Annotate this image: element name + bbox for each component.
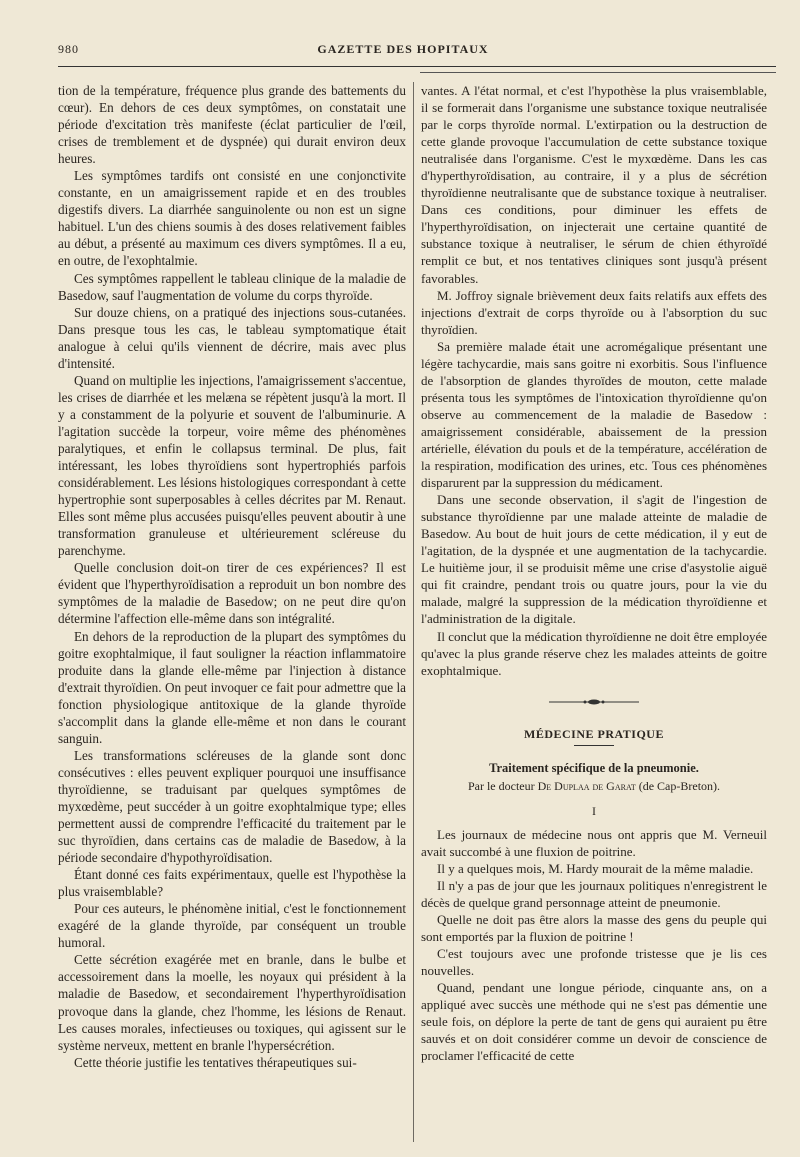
paragraph: Sa première malade était une acromégalique présentant une légère tachycardie, mais sans goitre ni exorbitis. Sous l'influence de l'absorption de glandes thyroïdes de mouton, cette malade présenta tous les symptômes de l'intoxication thyroïdienne qu'on observe au commencement de la maladie de Basedow : amaigrissement considérable, abaissement de la pression artérielle, élévation du pouls et de la température, accélération de la respiration, modification des urines, etc. Tous ces phénomènes disparurent par la suppression du médicament. (421, 338, 767, 491)
byline-suffix: (de Cap-Breton). (638, 778, 721, 793)
header-rule (58, 66, 776, 67)
paragraph: Dans une seconde observation, il s'agit de l'ingestion de substance thyroïdienne par une malade atteinte de maladie de Basedow. Au bout de huit jours de cette médication, il y eut de l'agitation, de la dyspnée et une augmentation de la tachycardie. Le huitième jour, il se produisit même une crise d'asystolie aiguë qui fit craindre, pendant trois ou quatre jours, pour la vie du malade, malgré la suppression de la médication thyroïdienne et l'administration de la digitale. (421, 492, 767, 627)
paragraph: Quand, pendant une longue période, cinquante ans, on a appliqué avec succès une méthode qui ne s'est pas démentie une seule fois, on déplore la perte de tant de gens qui auraient pu être sauvés et on doit considérer comme un devoir de conscience de proclamer l'efficacité de cette (421, 980, 767, 1064)
paragraph: C'est toujours avec une profonde tristesse que je lis ces nouvelles. (421, 946, 767, 979)
paragraph: Les symptômes tardifs ont consisté en une conjonctivite constante, en un amaigrissement rapide et en des troubles digestifs divers. La diarrhée sanguinolente ou non est un signe habituel. L'un des chiens soumis à des doses relativement faibles au début, a présenté au maximum ces divers symptômes. Il a eu, en outre, de l'exophtalmie. (58, 168, 406, 269)
paragraph: Cette théorie justifie les tentatives thérapeutiques sui- (74, 1054, 357, 1070)
right-column (421, 82, 767, 1142)
byline-author: De Duplaa de Garat (537, 778, 636, 793)
ornament-divider (421, 695, 767, 712)
paragraph: Les journaux de médecine nous ont appris que M. Verneuil avait succombé à une fluxion de poitrine. (421, 826, 767, 859)
page-header (58, 42, 748, 62)
article-title: Traitement spécifique de la pneumonie. (489, 760, 699, 775)
paragraph: Quand on multiplie les injections, l'amaigrissement s'accentue, les crises de diarrhée et les melæna se répètent jusqu'à la mort. Il y a constamment de la polyurie et souvent de l'albuminurie. A l'agitation succède la torpeur, voire même des phénomènes paralytiques, et enfin le collapsus terminal. De plus, fait intéressant, les lobes thyroïdiens sont hypertrophiés parfois considérablement. Les lésions histologiques correspondant à cette hypertrophie sont superposables à celles décrites par M. Renaut. Elles sont même plus accusées puisqu'elles peuvent aboutir à une transformation granuleuse et ultérieurement scléreuse du parenchyme. (58, 372, 406, 559)
left-column (58, 82, 406, 1142)
paragraph: Il conclut que la médication thyroïdienne ne doit être employée qu'avec la plus grande réserve chez les malades atteints de goitre exophtalmique. (421, 628, 767, 678)
column-divider (413, 82, 414, 1142)
paragraph: Quelle conclusion doit-on tirer de ces expériences? Il est évident que l'hyperthyroïdisation a reproduit un bon nombre des symptômes de la maladie de Basedow; on ne peut dire qu'on détermine l'affection elle-même dans son intégralité. (58, 560, 406, 627)
ornament-rule-icon (549, 698, 639, 706)
paragraph: Étant donné ces faits expérimentaux, quelle est l'hypothèse la plus vraisemblable? (58, 867, 406, 900)
paragraph: Sur douze chiens, on a pratiqué des injections sous-cutanées. Dans presque tous les cas, le tableau symptomatique était analogue à celui qu'ils viennent de décrire, mais avec plus d'intensité. (58, 304, 406, 371)
section-title: MÉDECINE PRATIQUE (524, 726, 664, 741)
journal-title: GAZETTE DES HOPITAUX (317, 42, 489, 56)
header-rule-secondary (420, 72, 776, 73)
part-number: I (592, 803, 596, 818)
byline-prefix: Par le docteur (467, 778, 535, 793)
paragraph: En dehors de la reproduction de la plupart des symptômes du goitre exophtalmique, il faut souligner la réaction inflammatoire produite dans la glande elle-même par l'injection à distance d'extrait thyroïdien. On peut invoquer ce fait pour admettre que la fonction physiologique antitoxique de la glande thyroïde s'accomplit dans la glande elle-même et non dans le courant sanguin. (58, 628, 406, 746)
paragraph: vantes. A l'état normal, et c'est l'hypothèse la plus vraisemblable, il se formerait dans l'organisme une substance toxique neutralisée par le corps thyroïde normal. L'extirpation ou la destruction de cette glande provoque l'accumulation de cette substance toxique neutralisée dans l'organisme. C'est le myxœdème. Dans les cas d'hyperthyroïdisation, au contraire, il y a plus de sécrétion thyroïdienne neutralisante que de substance toxique à neutraliser. Dans ces conditions, pour diminuer les effets de l'hyperthyroïdisation, on injecterait une certaine quantité de substance toxique à neutraliser, le sérum de chien éthyroïdé remplit ce but, et nos tentatives cliniques sont jusqu'à présent favorables. (421, 83, 767, 286)
paragraph: Les transformations scléreuses de la glande sont donc consécutives : elles peuvent expliquer pourquoi une insuffisance thyroïdienne, se traduisant par quelques symptômes de myxœdème, peut succéder à un goitre exophtalmique type; elles permettent aussi de comprendre l'efficacité du traitement par le suc thyroïdien, dans certains cas de maladie de Basedow, à la période secondaire d'hypothyroïdisation. (58, 747, 406, 866)
page-number: 980 (58, 42, 79, 56)
paragraph: M. Joffroy signale brièvement deux faits relatifs aux effets des injections d'extrait de corps thyroïde ou à l'absorption du suc thyroïdien. (421, 287, 767, 337)
paragraph: Ces symptômes rappellent le tableau clinique de la maladie de Basedow, sauf l'augmentation de volume du corps thyroïde. (58, 270, 406, 303)
byline (421, 778, 767, 795)
paragraph: Il n'y a pas de jour que les journaux politiques n'enregistrent le décès de quelque grand personnage atteint de pneumonie. (421, 878, 767, 911)
paragraph: Cette sécrétion exagérée met en branle, dans le bulbe et accessoirement dans la moelle, les noyaux qui président à la maladie de Basedow, et secondairement l'hyperthyroïdisation provoque dans la glande, chez l'homme, les lésions de Renaut. Les causes morales, infectieuses ou toxiques, qui agissent sur le système nerveux, mettent en branle l'hypersécrétion. (58, 952, 406, 1053)
paragraph: tion de la température, fréquence plus grande des battements du cœur). En dehors de ces deux symptômes, on constatait une période d'excitation très manifeste (éclat particulier de l'œil, crises de tremblement et de dyspnée) qui durait environ deux heures. (58, 83, 406, 167)
paragraph: Il y a quelques mois, M. Hardy mourait de la même maladie. (437, 860, 754, 876)
paragraph: Quelle ne doit pas être alors la masse des gens du peuple qui sont emportés par la fluxion de poitrine ! (421, 912, 767, 945)
section-rule (574, 745, 614, 746)
paragraph: Pour ces auteurs, le phénomène initial, c'est le fonctionnement exagéré de la glande thyroïde, par conséquent un trouble humoral. (58, 901, 406, 951)
